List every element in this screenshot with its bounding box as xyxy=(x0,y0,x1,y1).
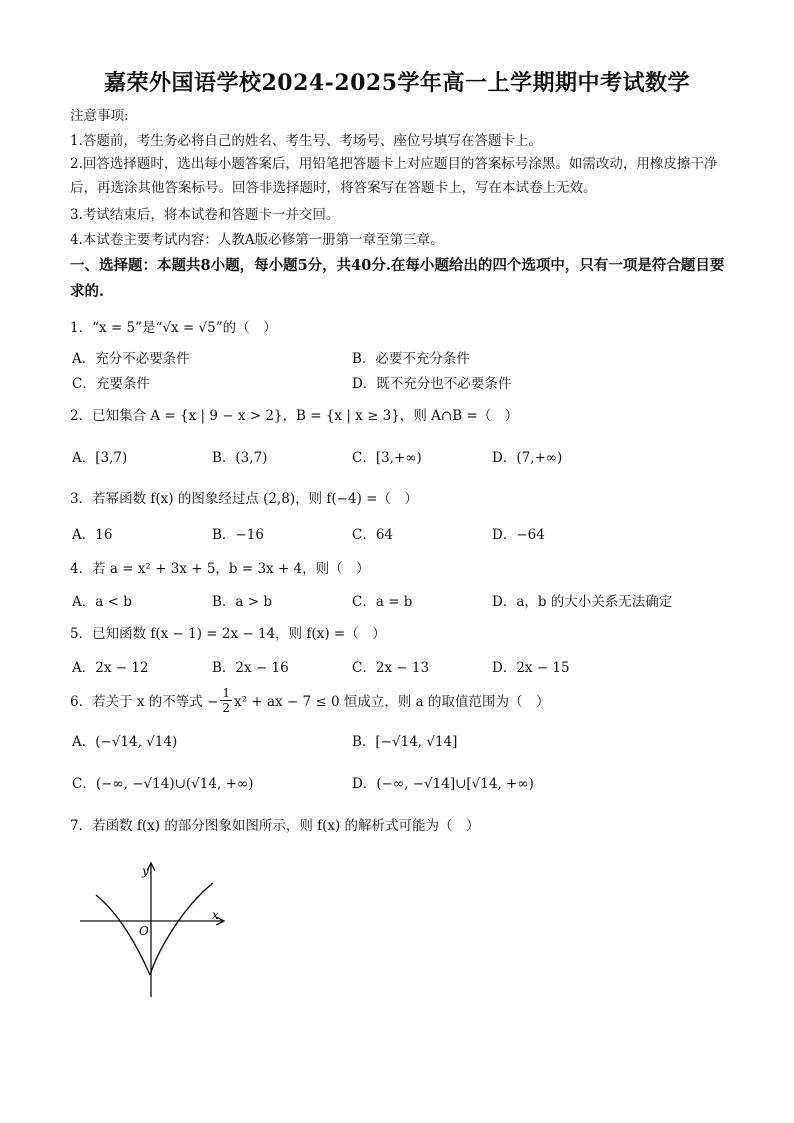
page-title: 嘉荣外国语学校2024-2025学年高一上学期期中考试数学 xyxy=(103,70,691,96)
question-3-stem: 3．若幂函数 f(x) 的图象经过点 (2,8)，则 f(−4) =（ ） xyxy=(70,491,418,507)
note-2: 2.回答选择题时，选出每小题答案后，用铅笔把答题卡上对应题目的答案标号涂黑。如需改动，用橡皮擦干净后，再选涂其他答案标号。回答非选择题时，将答案写在答题卡上，写在本试卷上无效。 xyxy=(70,156,718,196)
question-3-option-d: D．−64 xyxy=(492,527,545,543)
question-1-option-b: B．必要不充分条件 xyxy=(352,351,470,367)
question-3-option-b: B．−16 xyxy=(212,527,264,543)
question-6-stem-end: x² + ax − 7 ≤ 0 恒成立，则 a 的取值范围为（ ） xyxy=(234,694,550,710)
question-5-option-a: A．2x − 12 xyxy=(72,660,149,676)
section-heading: 一、选择题：本题共8小题，每小题5分，共40分.在每小题给出的四个选项中，只有一项是符合题目要求的. xyxy=(70,257,725,300)
note-1: 1.答题前，考生务必将自己的姓名、考生号、考场号、座位号填写在答题卡上。 xyxy=(70,133,542,149)
question-4-option-a: A．a < b xyxy=(72,594,132,610)
question-5-option-b: B．2x − 16 xyxy=(212,660,289,676)
question-6-option-d: D．(−∞, −√14]∪[√14, +∞) xyxy=(352,776,534,792)
y-axis-label: y xyxy=(142,864,149,878)
question-2-stem: 2．已知集合 A = {x | 9 − x > 2}，B = {x | x ≥ 3}，则 A∩B =（ ） xyxy=(70,408,519,424)
question-2-option-a: A．[3,7) xyxy=(72,450,128,466)
note-4: 4.本试卷主要考试内容：人教A版必修第一册第一章至第三章。 xyxy=(70,232,444,248)
question-3-option-c: C．64 xyxy=(352,527,394,543)
question-1-option-d: D．既不充分也不必要条件 xyxy=(352,376,512,392)
function-graph xyxy=(78,855,228,1005)
origin-label: O xyxy=(139,924,149,938)
question-2-option-c: C．[3,+∞) xyxy=(352,450,422,466)
question-5-option-c: C．2x − 13 xyxy=(352,660,430,676)
question-2-option-b: B．(3,7) xyxy=(212,450,268,466)
question-6-option-c: C．(−∞, −√14)∪(√14, +∞) xyxy=(72,776,254,792)
question-6-option-a: A．(−√14, √14) xyxy=(72,734,178,750)
notes-header: 注意事项: xyxy=(70,108,129,124)
curve-right-branch xyxy=(150,883,213,975)
question-6-stem-start: 6．若关于 x 的不等式 − xyxy=(70,694,219,710)
question-1-option-c: C．充要条件 xyxy=(72,376,150,392)
question-6-fraction-numerator: 1 xyxy=(222,685,231,700)
question-5-option-d: D．2x − 15 xyxy=(492,660,570,676)
note-3: 3.考试结束后，将本试卷和答题卡一并交回。 xyxy=(70,207,340,223)
question-6-fraction-denominator: 2 xyxy=(222,700,231,715)
x-axis-label: x xyxy=(212,908,219,922)
question-2-option-d: D．(7,+∞) xyxy=(492,450,563,466)
question-6-fraction xyxy=(220,686,232,715)
question-3-option-a: A．16 xyxy=(72,527,113,543)
question-5-stem: 5．已知函数 f(x − 1) = 2x − 14，则 f(x) =（ ） xyxy=(70,626,386,642)
question-4-stem: 4．若 a = x² + 3x + 5，b = 3x + 4，则（ ） xyxy=(70,561,370,577)
question-1-stem: 1．“x = 5”是“√x = √5”的（ ） xyxy=(70,320,277,336)
question-4-option-b: B．a > b xyxy=(212,594,273,610)
question-1-option-a: A．充分不必要条件 xyxy=(72,351,190,367)
question-4-option-c: C．a = b xyxy=(352,594,413,610)
question-6-stem xyxy=(70,681,550,719)
question-4-option-d: D．a，b 的大小关系无法确定 xyxy=(492,594,673,610)
question-7-stem: 7．若函数 f(x) 的部分图象如图所示，则 f(x) 的解析式可能为（ ） xyxy=(70,818,480,834)
question-6-option-b: B．[−√14, √14] xyxy=(352,734,458,750)
